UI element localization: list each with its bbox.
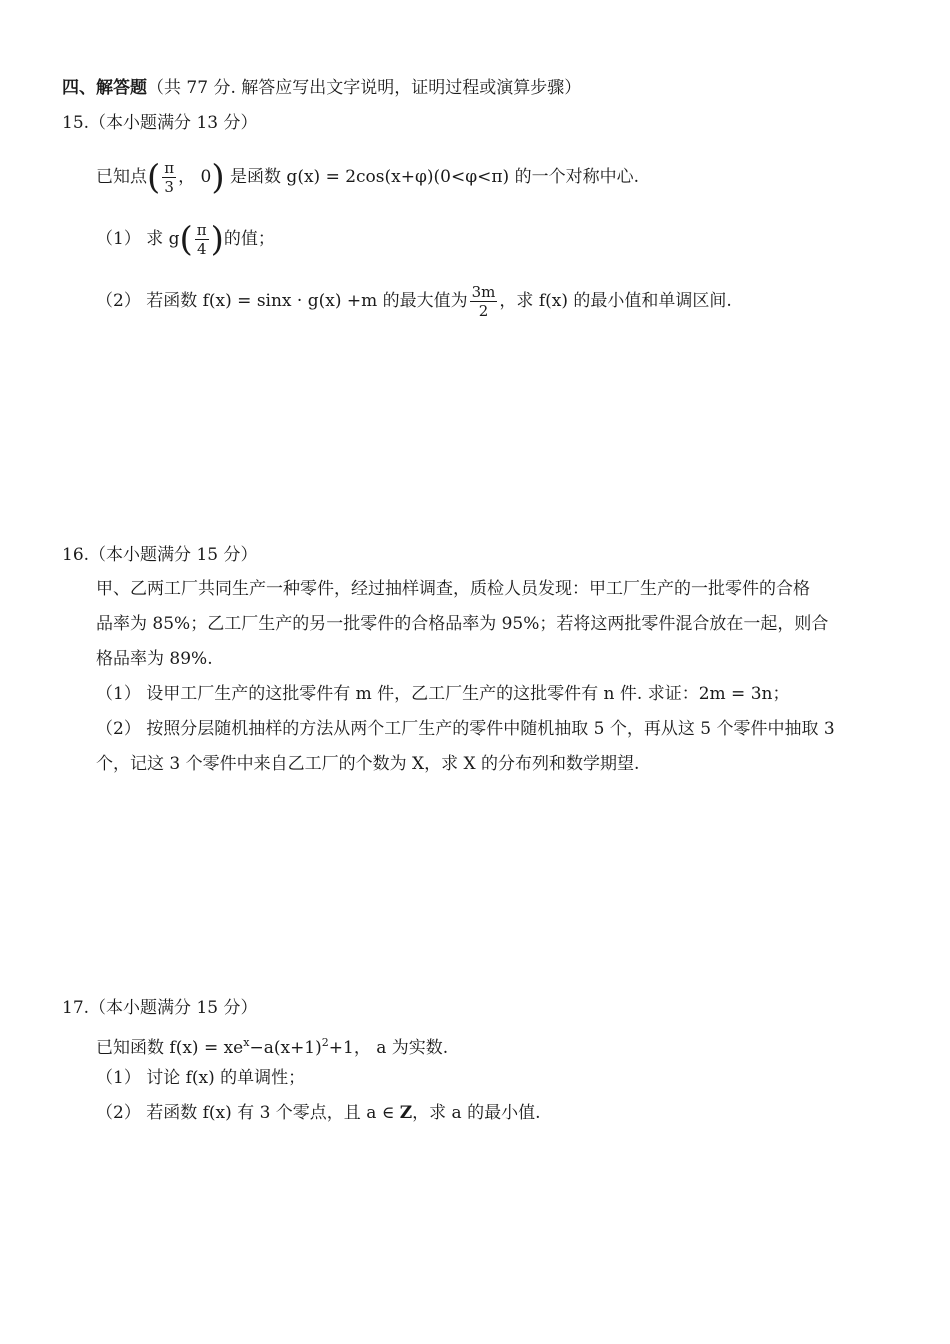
section-header (62, 76, 581, 100)
fraction-3m-over-2: $\frac{3m}{2}$ (471, 283, 496, 320)
q17-stem: 已知函数 $f(x) = xe^x-a(x+1)^2+1$， a 为实数. (96, 1036, 449, 1058)
fraction-pi-over-3: $\frac{\pi}{3}$ (164, 159, 175, 196)
q16-stem-line2: 品率为 85%；乙工厂生产的另一批零件的合格品率为 95%；若将这两批零件混合放在一起，则合 (96, 614, 829, 634)
section-title: 四、解答题 (62, 78, 147, 98)
q17-part2: （2） 若函数 f(x) 有 3 个零点，且 a ∈ Z，求 a 的最小值. (96, 1103, 541, 1123)
q16-part1: （1） 设甲工厂生产的这批零件有 m 件，乙工厂生产的这批零件有 n 件. 求证：2m = 3n； (96, 684, 790, 704)
q15-part1: （1） 求 g( $\frac{\pi}{4}$ )的值； (96, 219, 275, 260)
q15-stem: 已知点( $\frac{\pi}{3}$ ， 0) 是函数 g(x) = 2cos(x+φ)(0<φ<π) 的一个对称中心. (96, 157, 639, 198)
q17-header: 17.（本小题满分 15 分） (62, 998, 258, 1018)
q16-stem-line3: 格品率为 89%. (96, 649, 213, 669)
q16-header: 16.（本小题满分 15 分） (62, 545, 258, 565)
fraction-pi-over-4: $\frac{\pi}{4}$ (196, 221, 207, 258)
right-paren: ) (211, 157, 225, 198)
integer-set-symbol: Z (399, 1103, 413, 1123)
left-paren: ( (147, 157, 161, 198)
q17-part1: （1） 讨论 f(x) 的单调性； (96, 1068, 306, 1088)
q15-part2: （2） 若函数 f(x) = sinx · g(x) +m 的最大值为 $\frac{3m}{2}$ ，求 f(x) 的最小值和单调区间. (96, 283, 732, 320)
q15-header: 15.（本小题满分 13 分） (62, 113, 258, 133)
q16-part2-line2: 个，记这 3 个零件中来自乙工厂的个数为 X，求 X 的分布列和数学期望. (96, 754, 640, 774)
q16-stem-line1: 甲、乙两工厂共同生产一种零件，经过抽样调查，质检人员发现：甲工厂生产的一批零件的合格 (96, 579, 810, 599)
q16-part2-line1: （2） 按照分层随机抽样的方法从两个工厂生产的零件中随机抽取 5 个，再从这 5 个零件中抽取 3 (96, 719, 835, 739)
section-note: （共 77 分. 解答应写出文字说明，证明过程或演算步骤） (147, 78, 582, 98)
